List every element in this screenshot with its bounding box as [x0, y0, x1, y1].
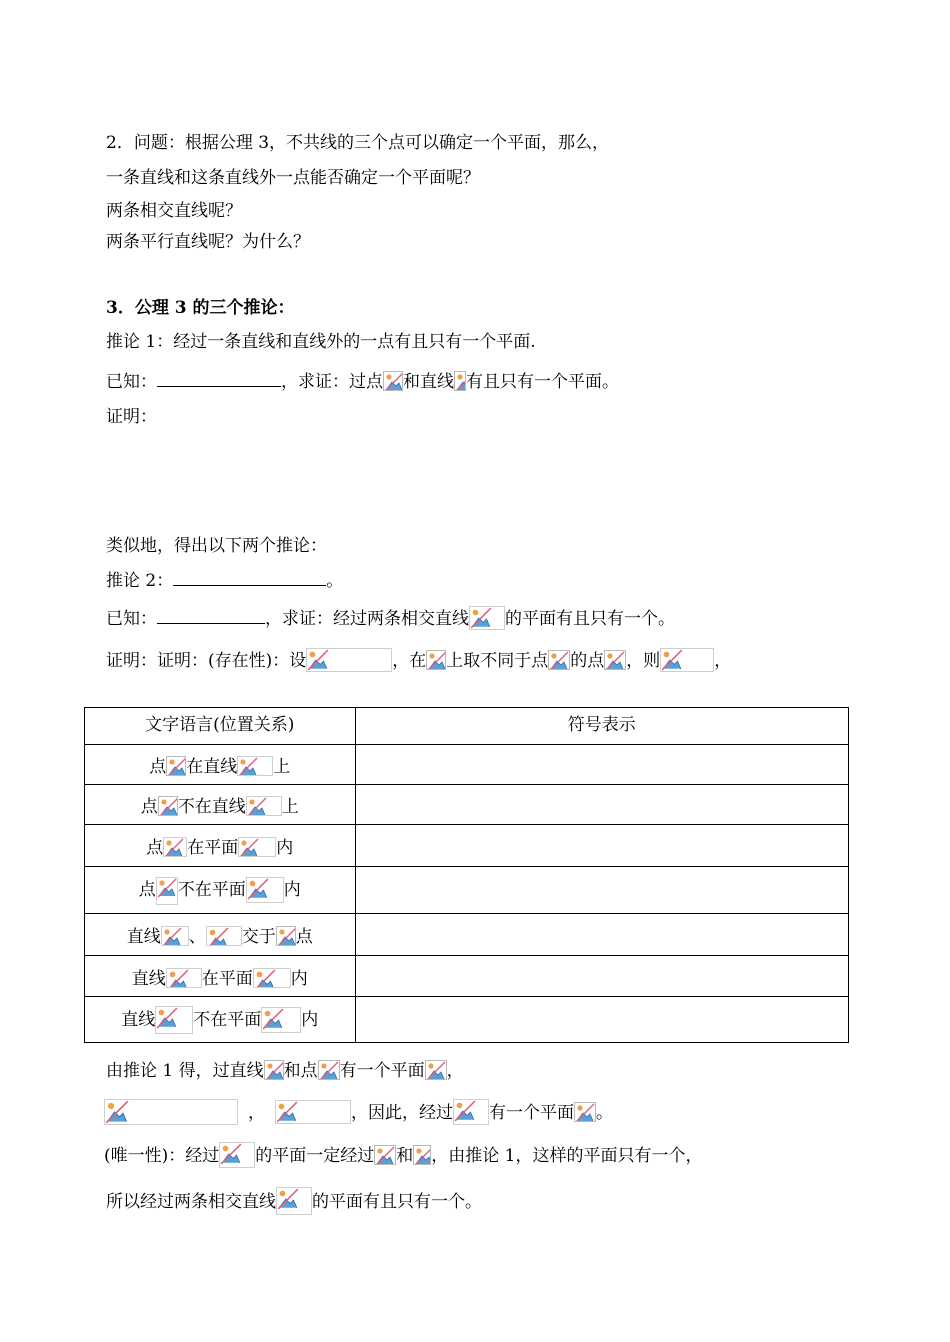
after-line-2	[104, 1099, 613, 1125]
broken-image-icon	[548, 650, 570, 670]
header-symbol: 符号表示	[355, 708, 848, 745]
answer-blank[interactable]	[157, 605, 265, 624]
text-span: 和	[396, 1146, 414, 1166]
broken-image-icon	[104, 1099, 238, 1125]
broken-image-icon	[166, 968, 202, 988]
text-span: 上取不同于点	[446, 651, 549, 671]
broken-image-icon	[161, 926, 189, 946]
broken-image-icon	[206, 926, 242, 946]
corollary-2	[106, 567, 343, 593]
text-span: ，由推论 1，这样的平面只有一个，	[431, 1146, 703, 1166]
broken-image-icon	[426, 650, 446, 670]
text-span: ，因此，经过	[351, 1103, 453, 1123]
symbol-cell[interactable]	[355, 867, 848, 914]
broken-image-icon	[246, 796, 282, 816]
broken-image-icon	[604, 650, 626, 670]
broken-image-icon	[264, 1060, 284, 1080]
verbal-cell	[85, 867, 356, 914]
verbal-cell	[85, 997, 356, 1043]
text-span: 。	[596, 1103, 613, 1123]
verbal-cell	[85, 785, 356, 825]
text-span: 、	[188, 927, 206, 947]
text-span: 直线	[121, 1010, 156, 1030]
table-row	[85, 745, 849, 785]
verbal-cell	[85, 745, 356, 785]
symbol-cell[interactable]	[355, 745, 848, 785]
text-span: 内	[283, 880, 301, 900]
after-line-3	[104, 1142, 703, 1168]
broken-image-icon	[454, 371, 466, 391]
text-span: 不在直线	[177, 797, 246, 817]
text-span: 有且只有一个平面。	[466, 372, 619, 392]
text-span: 点	[140, 797, 158, 817]
broken-image-icon	[158, 796, 178, 816]
verbal-cell	[85, 914, 356, 956]
broken-image-icon	[374, 1145, 396, 1165]
proof-line-2	[106, 648, 731, 673]
text-span: ，	[248, 1103, 265, 1123]
question-line-3: 两条相交直线呢？	[106, 201, 242, 221]
text-span: ，则	[626, 651, 661, 671]
symbol-table	[84, 707, 849, 1043]
broken-image-icon	[413, 1145, 431, 1165]
answer-blank[interactable]	[157, 368, 281, 387]
text-span: 在直线	[186, 757, 238, 777]
text-span: 上	[281, 797, 299, 817]
known-line-2	[106, 605, 675, 631]
broken-image-icon	[425, 1060, 447, 1080]
text-span: ，求证：经过两条相交直线	[265, 609, 469, 629]
broken-image-icon	[318, 1060, 340, 1080]
broken-image-icon	[453, 1099, 489, 1125]
symbol-cell[interactable]	[355, 825, 848, 867]
table-row	[85, 785, 849, 825]
text-span: ，求证：过点	[281, 372, 383, 392]
broken-image-icon	[469, 606, 505, 630]
text-span: 点	[149, 757, 167, 777]
verbal-cell	[85, 825, 356, 867]
text-span: 内	[290, 968, 308, 989]
text-span: 证明：证明：(存在性)：设	[106, 651, 307, 671]
text-span: 。	[326, 571, 344, 591]
broken-image-icon	[261, 1007, 301, 1033]
table-header-row	[85, 708, 849, 745]
table-row	[85, 956, 849, 997]
broken-image-icon	[155, 1006, 193, 1034]
text-span: 和点	[283, 1061, 318, 1081]
broken-image-icon	[275, 1100, 351, 1124]
answer-blank[interactable]	[173, 567, 326, 586]
corollary-1: 推论 1：经过一条直线和直线外的一点有且只有一个平面.	[106, 332, 536, 352]
verbal-cell	[85, 956, 356, 997]
similar-line: 类似地，得出以下两个推论：	[106, 536, 327, 556]
text-span: 所以经过两条相交直线	[106, 1192, 276, 1212]
text-span: 内	[276, 838, 294, 858]
text-span: 有一个平面	[339, 1061, 425, 1081]
table-row	[85, 997, 849, 1043]
broken-image-icon	[276, 1187, 312, 1215]
known-line-1	[106, 368, 619, 394]
text-span: 点	[138, 880, 156, 900]
known-label: 已知：	[106, 372, 157, 392]
header-verbal: 文字语言(位置关系)	[85, 708, 356, 745]
question-line-1: 2．问题：根据公理 3，不共线的三个点可以确定一个平面，那么，	[106, 133, 610, 153]
corollary-2-label: 推论 2：	[106, 571, 174, 591]
known-label: 已知：	[106, 609, 157, 629]
text-span: 不在平面	[193, 1010, 262, 1030]
question-line-2: 一条直线和这条直线外一点能否确定一个平面呢？	[106, 168, 480, 188]
text-span: 的平面一定经过	[255, 1146, 375, 1166]
broken-image-icon	[276, 926, 296, 946]
text-span: 在平面	[201, 968, 253, 989]
symbol-cell[interactable]	[355, 997, 848, 1043]
text-span: 上	[273, 757, 291, 777]
broken-image-icon	[156, 877, 178, 905]
broken-image-icon	[237, 756, 273, 776]
text-span: 的点	[570, 651, 605, 671]
text-span: 的平面有且只有一个。	[505, 609, 675, 629]
text-span: 交于	[241, 927, 276, 947]
text-span: 在平面	[187, 838, 239, 858]
text-span: ，	[714, 651, 732, 671]
text-span: ，	[446, 1061, 464, 1081]
table-row	[85, 825, 849, 867]
proof-label: 证明：	[106, 407, 157, 427]
text-span: 和直线	[403, 372, 454, 392]
broken-image-icon	[246, 877, 284, 903]
text-span: 点	[295, 927, 313, 947]
symbol-cell[interactable]	[355, 956, 848, 997]
broken-image-icon	[660, 648, 714, 672]
text-span: 的平面有且只有一个。	[312, 1192, 482, 1212]
text-span: 直线	[126, 927, 161, 947]
section-3-heading: 3．公理 3 的三个推论：	[106, 298, 295, 318]
text-span: 不在平面	[177, 880, 246, 900]
text-span: 点	[146, 838, 164, 858]
broken-image-icon	[219, 1142, 255, 1168]
broken-image-icon	[383, 371, 403, 391]
table-row	[85, 914, 849, 956]
after-line-4	[106, 1187, 482, 1215]
broken-image-icon	[163, 837, 187, 857]
text-span: 内	[301, 1010, 319, 1030]
text-span: 直线	[131, 968, 166, 989]
text-span: 有一个平面	[489, 1103, 574, 1123]
broken-image-icon	[253, 968, 291, 988]
text-span: ，在	[392, 651, 427, 671]
after-line-1	[106, 1059, 464, 1083]
broken-image-icon	[574, 1102, 596, 1122]
symbol-cell[interactable]	[355, 785, 848, 825]
broken-image-icon	[166, 756, 186, 776]
question-line-4: 两条平行直线呢？为什么？	[106, 232, 310, 252]
broken-image-icon	[306, 648, 392, 672]
table-row	[85, 867, 849, 914]
text-span: 由推论 1 得，过直线	[106, 1061, 264, 1081]
symbol-cell[interactable]	[355, 914, 848, 956]
broken-image-icon	[238, 837, 276, 857]
text-span: (唯一性)：经过	[104, 1146, 220, 1166]
